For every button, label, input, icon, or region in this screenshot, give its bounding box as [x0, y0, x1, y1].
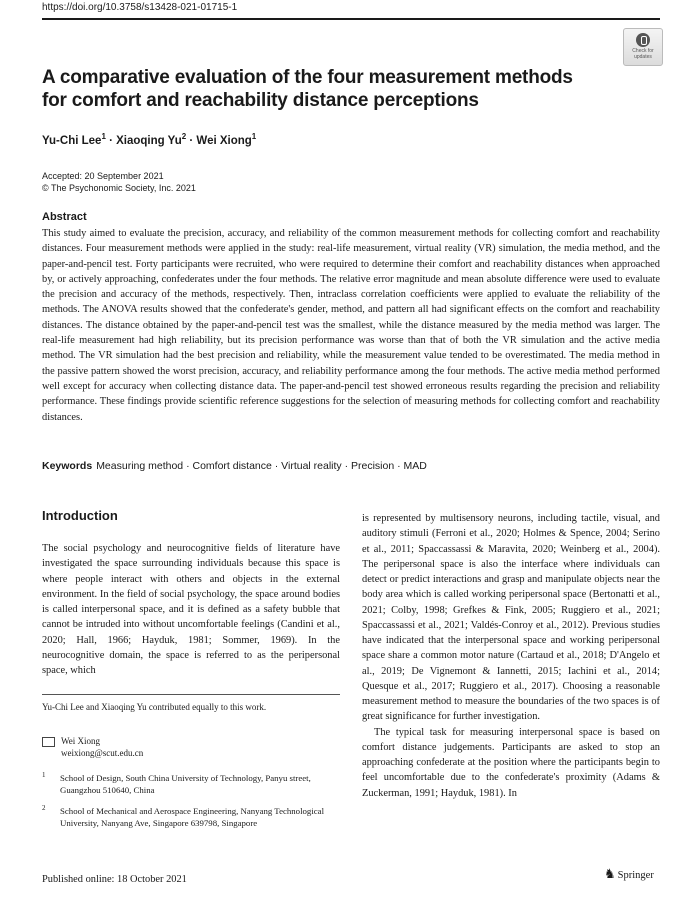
envelope-icon — [42, 737, 55, 747]
abstract-heading: Abstract — [42, 211, 87, 223]
header-rule — [42, 18, 660, 20]
keywords-list: Measuring method · Comfort distance · Virtual reality · Precision · MAD — [96, 460, 427, 472]
author-list: Yu-Chi Lee$^1$ · Xiaoqing $Yu^2$ · Wei Xiong$^1$ — [42, 132, 257, 147]
author-name[interactable]: Yu-Chi Lee — [42, 134, 102, 147]
body-paragraph: The typical task for measuring interpersonal space is based on comfort distance judgements. Participants are asked to stop an approaching confederate at the position where the participants begin to feel uncomfortable due to the confederate's proximity (Adams & Zuckerman, 1991; Hayduk, 1981). In — [362, 726, 660, 799]
accepted-date: Accepted: 20 September 2021 — [42, 171, 164, 181]
springer-horse-icon: ♞ — [604, 866, 616, 881]
author-affil-sup: 2 — [181, 132, 187, 141]
check-for-updates-badge[interactable] — [623, 28, 663, 66]
abstract-text: This study aimed to evaluate the precision, accuracy, and reliability of the common measurement methods for collecting comfort and reachability distances. Four measurement methods were applied in the study: real-life measurement, virtual reality (VR) simulation, the media method, and the paper-and-pencil test. Forty participants were recruited, who were required to determine their comfort and reachability distances when approached by, or actively approaching, confederates under the four methods. The relative error magnitude and mean absolute difference were used to evaluate the precision and accuracy of the methods, respectively. Then, intraclass correlation coefficients were applied to evaluate the reliability of the methods. The ANOVA results showed that the confederate's gender, method, and pattern all had significant effects on the comfort and reachability distances. The distance obtained by the paper-and-pencil test was the smallest, while the distance measured by the media method was larger. The real-life measurement had high reliability, but its precision performance was worse than that of both the VR simulation and the active media method. The VR simulation had the best precision and reliability, while the measurement value tended to be overestimated. The media method in the passive pattern showed the worst precision, accuracy, and reliability performance among the four methods. The active media method performed well except for accuracy when collecting distance data. The paper-and-pencil test showed erroneous results regarding the precision and reliability performance. These findings provide scientific reference suggestions for the selection of measuring methods for collecting comfort and reachability distances. — [42, 228, 660, 423]
author-affil-sup: 1 — [101, 132, 106, 141]
contribution-note: Yu-Chi Lee and Xiaoqing Yu contributed equally to this work. — [42, 702, 267, 712]
section-heading-introduction: Introduction — [42, 508, 118, 523]
corresponding-name: Wei Xiong — [61, 736, 101, 746]
affiliation-1: School of Design, South China University of Technology, Panyu street, Guangzhou 510640, China — [60, 773, 311, 795]
body-paragraph: is represented by multisensory neurons, including tactile, visual, and auditory stimuli (Ferroni et al., 2020; Holmes & Spence, 2004; Serino et al., 2011; Spaccassassi & Maravita, 2020; Weinberg et al., 2004). The peripersonal space is also the interface where individuals can detect or predict interactions and grasp and manipulate objects near the body area which is called working peripersonal space (Bertonatti et al., 2021; Colby, 1998; Grefkes & Fink, 2005; Ruggiero et al., 2021; Spaccassassi et al., 2021; Valdés-Conroy et al., 2012). Previous studies have indicated that the interpersonal space and working peripersonal space share a common motor nature (Cartaud et al., 2018; D'Angelo et al., 2019; De Vignemont & Iannetti, 2015; Iachini et al., 2014; Quesque et al., 2017; Ruggiero et al., 2017). Choosing a reasonable measurement method to measure the boundaries of the two spaces is of great significance for further investigation. — [362, 513, 660, 723]
paper-title: A comparative evaluation of the four measurement methods for comfort and reachability distance perceptions — [42, 67, 573, 111]
badge-label: Check for updates — [632, 48, 654, 60]
affiliation-number: 1 — [42, 771, 46, 779]
bookmark-icon — [636, 33, 650, 47]
corresponding-email[interactable]: weixiong@scut.edu.cn — [61, 748, 144, 758]
doi-link[interactable]: https://doi.org/10.3758/s13428-021-01715-1 — [42, 2, 238, 13]
author-affil-sup: 1 — [251, 132, 257, 141]
affiliation-2: School of Mechanical and Aerospace Engineering, Nanyang Technological University, Nanyang Ave, Singapore 639798, Singapore — [60, 806, 325, 828]
footnote-divider — [42, 694, 340, 695]
author-name[interactable]: Wei Xiong — [196, 134, 252, 147]
body-paragraph: The social psychology and neurocognitive fields of literature have investigated the space surrounding individuals because this space is where people interact with others and objects in the external environment. In the field of social psychology, the space around bodies is called interpersonal space, and it is defined as a safety bubble that cannot be intruded into without uncomfortable feelings (Candini et al., 2020; Hall, 1966; Hayduk, 1981; Sommer, 1969). In the neurocognitive domain, the space is referred to as the peripersonal space, which — [42, 543, 340, 676]
author-name[interactable]: Xiaoqing Yu — [116, 134, 182, 147]
corresponding-author — [42, 735, 143, 759]
publisher-name: Springer — [617, 870, 654, 881]
copyright-notice: © The Psychonomic Society, Inc. 2021 — [42, 183, 196, 193]
body-column-left — [42, 541, 340, 678]
body-column-right — [362, 511, 660, 801]
affiliation-number: 2 — [42, 804, 46, 812]
publisher-logo — [604, 866, 654, 882]
published-date: Published online: 18 October 2021 — [42, 874, 187, 885]
keywords-label: Keywords — [42, 460, 93, 472]
keywords — [42, 460, 427, 472]
